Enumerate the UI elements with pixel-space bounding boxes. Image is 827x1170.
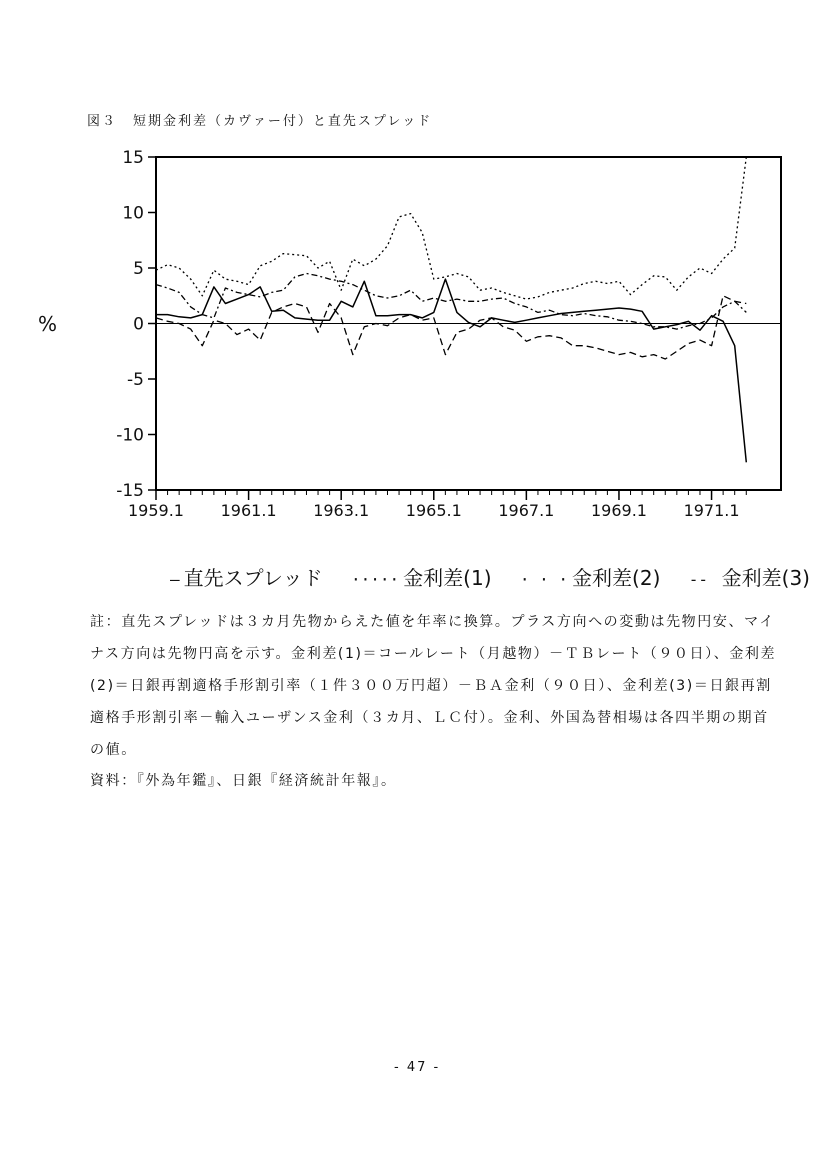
legend-label-diff3: 金利差(3) [721,566,810,590]
figure-title: 短期金利差（カヴァー付）と直先スプレッド [133,114,433,129]
legend-label-diff2: 金利差(2) [572,566,661,590]
legend-item-diff2 [520,566,661,590]
x-tick-label: 1963.1 [313,501,370,520]
legend-symbol-dotted: ····· [351,570,400,589]
y-tick-label: 10 [122,203,144,224]
y-tick-label: -15 [116,481,144,501]
series-line-2 [156,157,746,299]
y-unit-label: % [38,312,58,336]
footnote-text: 註：直先スプレッドは３カ月先物からえた値を年率に換算。プラス方向への変動は先物円安、マイナス方向は先物円高を示す。金利差(1)＝コールレート（月越物）－ＴＢレート（９０日）、金利差(2)＝日銀再割適格手形割引率（１件３００万円超）－ＢＡ金利（９０日）、金利差(3)＝日銀再割適格手形割引率－輸入ユーザンス金利（３カ月、ＬＣ付）。金利、外国為替相場は各四半期の期首の値。 [90,614,777,758]
x-tick-label: 1971.1 [683,501,740,520]
x-tick-label: 1959.1 [128,501,184,520]
figure-number: 図３ [87,114,118,129]
x-tick-label: 1961.1 [220,501,277,520]
chart-legend [170,562,827,591]
legend-symbol-dashed: -- [688,570,718,589]
series-line-3 [156,274,746,330]
x-tick-label: 1967.1 [498,501,555,520]
legend-item-diff3 [689,566,810,590]
y-tick-label: 15 [122,148,144,168]
series-line-1 [156,279,746,462]
footnote [90,606,780,766]
series-line-4 [156,296,746,359]
legend-symbol-dash-dot: · · · [519,570,569,589]
y-tick-label: -5 [127,370,144,390]
y-tick-label: -10 [116,425,144,446]
line-chart [0,0,827,540]
source-note: 資料：『外為年鑑』、日銀『経済統計年報』。 [90,773,397,789]
x-tick-label: 1965.1 [405,501,462,520]
page-number: - 47 - [394,1060,441,1075]
legend-item-spread [170,566,323,590]
legend-label-diff1: 金利差(1) [403,566,492,590]
legend-label-spread: 直先スプレッド [183,566,323,590]
legend-item-diff1 [351,566,492,590]
x-tick-label: 1969.1 [590,501,647,520]
y-tick-label: 0 [133,314,144,335]
y-tick-label: 5 [133,259,144,279]
legend-symbol-solid: — [170,570,180,589]
